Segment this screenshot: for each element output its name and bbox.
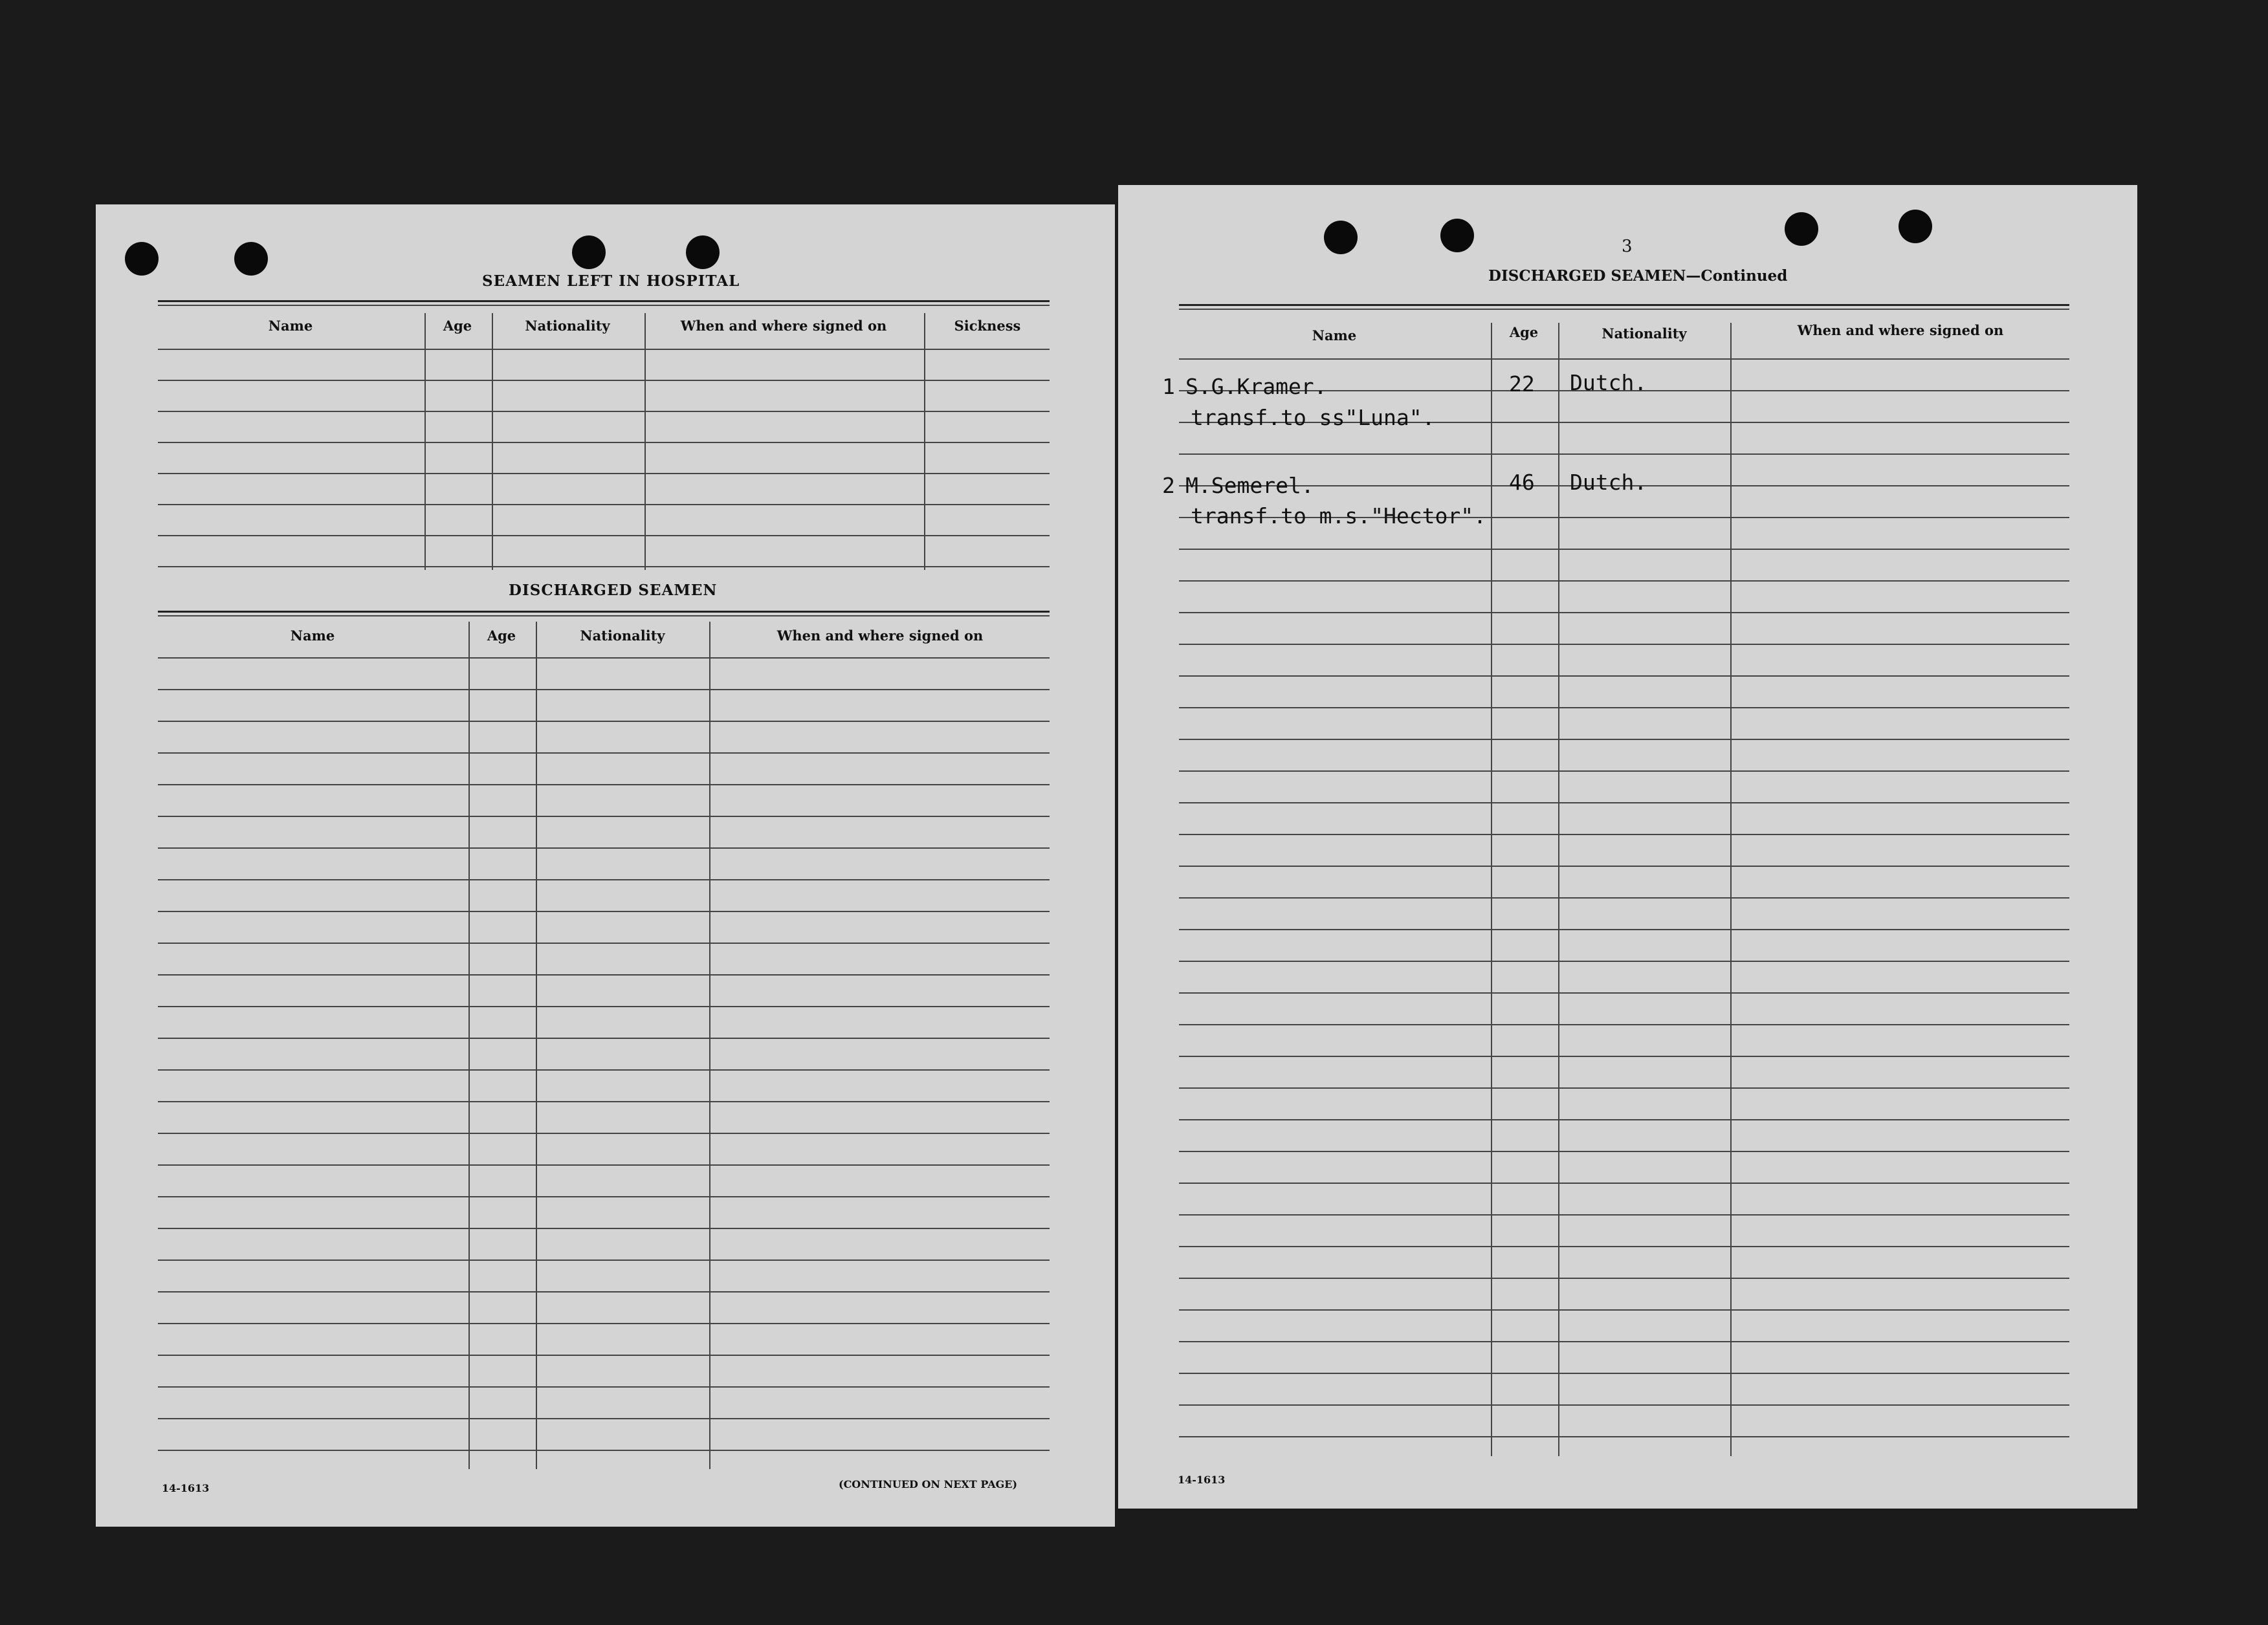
ruled-line bbox=[158, 1228, 1050, 1229]
ruled-line bbox=[158, 1038, 1050, 1039]
page-number: 3 bbox=[1622, 237, 1633, 256]
ruled-line bbox=[1179, 707, 2069, 708]
right-page bbox=[1118, 185, 2137, 1509]
ruled-line bbox=[1179, 834, 2069, 835]
ruled-line bbox=[1179, 580, 2069, 582]
ruled-line bbox=[1179, 1278, 2069, 1279]
ruled-line bbox=[1179, 675, 2069, 677]
ruled-line bbox=[158, 1164, 1050, 1166]
discharged-col-nationality: Nationality bbox=[580, 627, 665, 644]
ruled-line bbox=[158, 689, 1050, 690]
ruled-line bbox=[158, 1069, 1050, 1071]
ruled-line bbox=[1179, 739, 2069, 740]
ruled-line bbox=[158, 1101, 1050, 1102]
ruled-line bbox=[158, 380, 1050, 381]
ruled-line bbox=[1179, 929, 2069, 930]
column-divider bbox=[644, 313, 646, 570]
form-number: 14-1613 bbox=[162, 1482, 210, 1494]
ruled-line bbox=[158, 1291, 1050, 1292]
discharged-section-title: DISCHARGED SEAMEN bbox=[509, 582, 718, 599]
punch-hole bbox=[125, 242, 159, 276]
seaman-name: M.Semerel. bbox=[1185, 473, 1314, 498]
ruled-line bbox=[1179, 358, 2069, 360]
discharged-col-name: Name bbox=[290, 627, 335, 644]
ruled-line bbox=[1179, 961, 2069, 962]
ruled-line bbox=[1179, 1087, 2069, 1089]
hospital-col-signed-on: When and where signed on bbox=[680, 318, 887, 334]
ruled-line bbox=[1179, 1309, 2069, 1311]
ruled-line bbox=[158, 721, 1050, 722]
right-col-nationality: Nationality bbox=[1602, 325, 1687, 342]
right-col-age: Age bbox=[1509, 324, 1539, 340]
ruled-line bbox=[158, 816, 1050, 817]
ruled-line bbox=[158, 442, 1050, 443]
ruled-line bbox=[158, 752, 1050, 754]
ruled-line bbox=[1179, 1024, 2069, 1025]
discharged-col-signed-on: When and where signed on bbox=[776, 627, 984, 644]
hospital-col-age: Age bbox=[443, 318, 472, 334]
seaman-nationality: Dutch. bbox=[1570, 370, 1647, 395]
ruled-line bbox=[1179, 1246, 2069, 1247]
ruled-line bbox=[1179, 770, 2069, 772]
ruled-line bbox=[158, 349, 1050, 350]
left-page bbox=[96, 204, 1115, 1527]
column-divider bbox=[424, 313, 426, 570]
hospital-col-nationality: Nationality bbox=[525, 318, 610, 334]
ruled-line bbox=[158, 504, 1050, 505]
ruled-line bbox=[1179, 453, 2069, 455]
column-divider bbox=[492, 313, 493, 570]
seaman-name: S.G.Kramer. bbox=[1185, 374, 1327, 399]
ruled-line bbox=[158, 974, 1050, 976]
ruled-line bbox=[1179, 1183, 2069, 1184]
hospital-section-title: SEAMEN LEFT IN HOSPITAL bbox=[482, 272, 740, 290]
ruled-line bbox=[1179, 612, 2069, 613]
ruled-line bbox=[158, 879, 1050, 880]
punch-hole bbox=[1324, 221, 1358, 254]
hospital-col-name: Name bbox=[268, 318, 313, 334]
ruled-line bbox=[1179, 866, 2069, 867]
punch-hole bbox=[572, 235, 606, 269]
entry-number: 2 bbox=[1162, 473, 1175, 498]
ruled-line bbox=[1179, 549, 2069, 550]
ruled-line bbox=[158, 1386, 1050, 1388]
ruled-line bbox=[1179, 802, 2069, 803]
ruled-line bbox=[158, 943, 1050, 944]
ruled-line bbox=[158, 1133, 1050, 1134]
punch-hole bbox=[1785, 212, 1818, 246]
seaman-nationality: Dutch. bbox=[1570, 470, 1647, 495]
continued-note: (CONTINUED ON NEXT PAGE) bbox=[839, 1478, 1018, 1490]
right-section-title: DISCHARGED SEAMEN—Continued bbox=[1488, 267, 1788, 285]
ruled-line bbox=[158, 1323, 1050, 1324]
ruled-line bbox=[158, 657, 1050, 659]
ruled-line bbox=[158, 566, 1050, 567]
ruled-line bbox=[1179, 1119, 2069, 1120]
seaman-remark: transf.to ss"Luna". bbox=[1191, 405, 1435, 430]
ruled-line bbox=[1179, 1373, 2069, 1374]
punch-hole bbox=[234, 242, 268, 276]
ruled-line bbox=[158, 473, 1050, 474]
ruled-line bbox=[158, 1355, 1050, 1356]
right-col-name: Name bbox=[1312, 327, 1357, 344]
entry-number: 1 bbox=[1162, 374, 1175, 399]
hospital-col-sickness: Sickness bbox=[954, 318, 1021, 334]
column-divider bbox=[1558, 323, 1559, 1456]
form-number: 14-1613 bbox=[1178, 1474, 1226, 1486]
ruled-line bbox=[158, 847, 1050, 849]
punch-hole bbox=[1440, 219, 1474, 252]
right-col-signed-on: When and where signed on bbox=[1797, 322, 2004, 338]
column-divider bbox=[709, 622, 710, 1469]
punch-hole bbox=[686, 235, 720, 269]
ruled-line bbox=[158, 911, 1050, 912]
column-divider bbox=[468, 622, 470, 1469]
ruled-line bbox=[158, 1006, 1050, 1007]
seaman-remark: transf.to m.s."Hector". bbox=[1191, 503, 1486, 529]
column-divider bbox=[1491, 323, 1492, 1456]
ruled-line bbox=[1179, 1056, 2069, 1057]
ruled-line bbox=[158, 1450, 1050, 1451]
ruled-line bbox=[1179, 1436, 2069, 1437]
ruled-line bbox=[1179, 1151, 2069, 1152]
ruled-line bbox=[158, 411, 1050, 412]
ruled-line bbox=[1179, 1404, 2069, 1406]
discharged-col-age: Age bbox=[487, 627, 516, 644]
ruled-line bbox=[1179, 1341, 2069, 1342]
ruled-line bbox=[158, 1196, 1050, 1197]
punch-hole bbox=[1899, 210, 1932, 243]
ruled-line bbox=[1179, 992, 2069, 994]
ruled-line bbox=[1179, 897, 2069, 899]
column-divider bbox=[924, 313, 925, 570]
ruled-line bbox=[158, 784, 1050, 785]
ruled-line bbox=[158, 1418, 1050, 1419]
seaman-age: 46 bbox=[1509, 470, 1535, 495]
ruled-line bbox=[158, 535, 1050, 536]
column-divider bbox=[536, 622, 537, 1469]
ruled-line bbox=[1179, 644, 2069, 645]
ruled-line bbox=[1179, 1214, 2069, 1216]
seaman-age: 22 bbox=[1509, 371, 1535, 397]
column-divider bbox=[1730, 323, 1732, 1456]
ruled-line bbox=[158, 1260, 1050, 1261]
